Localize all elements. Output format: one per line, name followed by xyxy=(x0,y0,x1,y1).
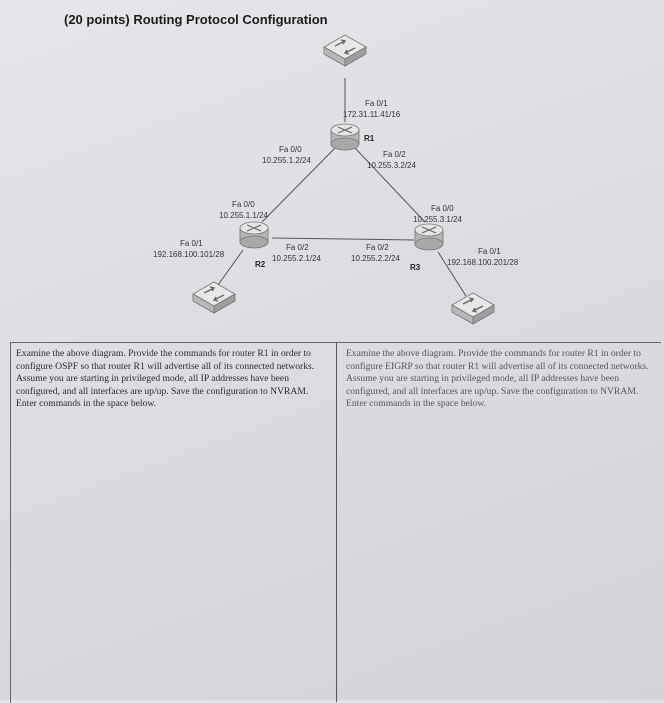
router-r3-label: R3 xyxy=(410,263,421,272)
router-icon xyxy=(331,124,359,150)
r1-fa00-ip: 10.255.1.2/24 xyxy=(262,156,311,165)
switch-icon xyxy=(324,35,366,66)
r3-fa01-name: Fa 0/1 xyxy=(478,247,501,256)
r2-fa02-ip: 10.255.2.1/24 xyxy=(272,254,321,263)
r2-fa01-ip: 192.168.100.101/28 xyxy=(153,250,225,259)
r1-fa01-ip: 172.31.11.41/16 xyxy=(343,110,401,119)
ospf-question: Examine the above diagram. Provide the commands for router R1 in order to configure OSPF so that router R1 will advertise all of its connected networks. Assume you are starting in privileged mode, all IP addresses have been configured, and all interfaces are up/up. Save the configuration to NVRAM. Enter commands in the space below. xyxy=(16,348,315,409)
column-divider xyxy=(336,342,337,702)
router-r2-label: R2 xyxy=(255,260,266,269)
link-r2-r3 xyxy=(272,238,414,240)
r3-fa02-name: Fa 0/2 xyxy=(366,243,389,252)
r3-fa01-ip: 192.168.100.201/28 xyxy=(447,258,519,267)
router-icon xyxy=(240,222,268,248)
switch-icon xyxy=(452,293,494,324)
page-title: (20 points) Routing Protocol Configuration xyxy=(64,12,328,27)
r3-fa00-name: Fa 0/0 xyxy=(431,204,454,213)
r2-fa01-name: Fa 0/1 xyxy=(180,239,203,248)
r1-fa02-name: Fa 0/2 xyxy=(383,150,406,159)
r3-fa02-ip: 10.255.2.2/24 xyxy=(351,254,400,263)
eigrp-question: Examine the above diagram. Provide the commands for router R1 in order to configure EIGRP so that router R1 will advertise all of its connected networks. Assume you are starting in privileged mode, all IP addresses have been configured, and all interfaces are up/up. Save the configuration to NVRAM. Enter commands in the space below. xyxy=(346,348,649,409)
router-icon xyxy=(415,224,443,250)
r1-fa02-ip: 10.255.3.2/24 xyxy=(367,161,416,170)
network-diagram xyxy=(0,0,664,345)
r3-fa00-ip: 10.255.3.1/24 xyxy=(413,215,462,224)
r1-fa00-name: Fa 0/0 xyxy=(279,145,302,154)
r2-fa02-name: Fa 0/2 xyxy=(286,243,309,252)
switch-icon xyxy=(193,282,235,313)
router-r1-label: R1 xyxy=(364,134,375,143)
r2-fa00-name: Fa 0/0 xyxy=(232,200,255,209)
link-r1-r3 xyxy=(355,148,425,222)
r1-fa01-name: Fa 0/1 xyxy=(365,99,388,108)
r2-fa00-ip: 10.255.1.1/24 xyxy=(219,211,268,220)
